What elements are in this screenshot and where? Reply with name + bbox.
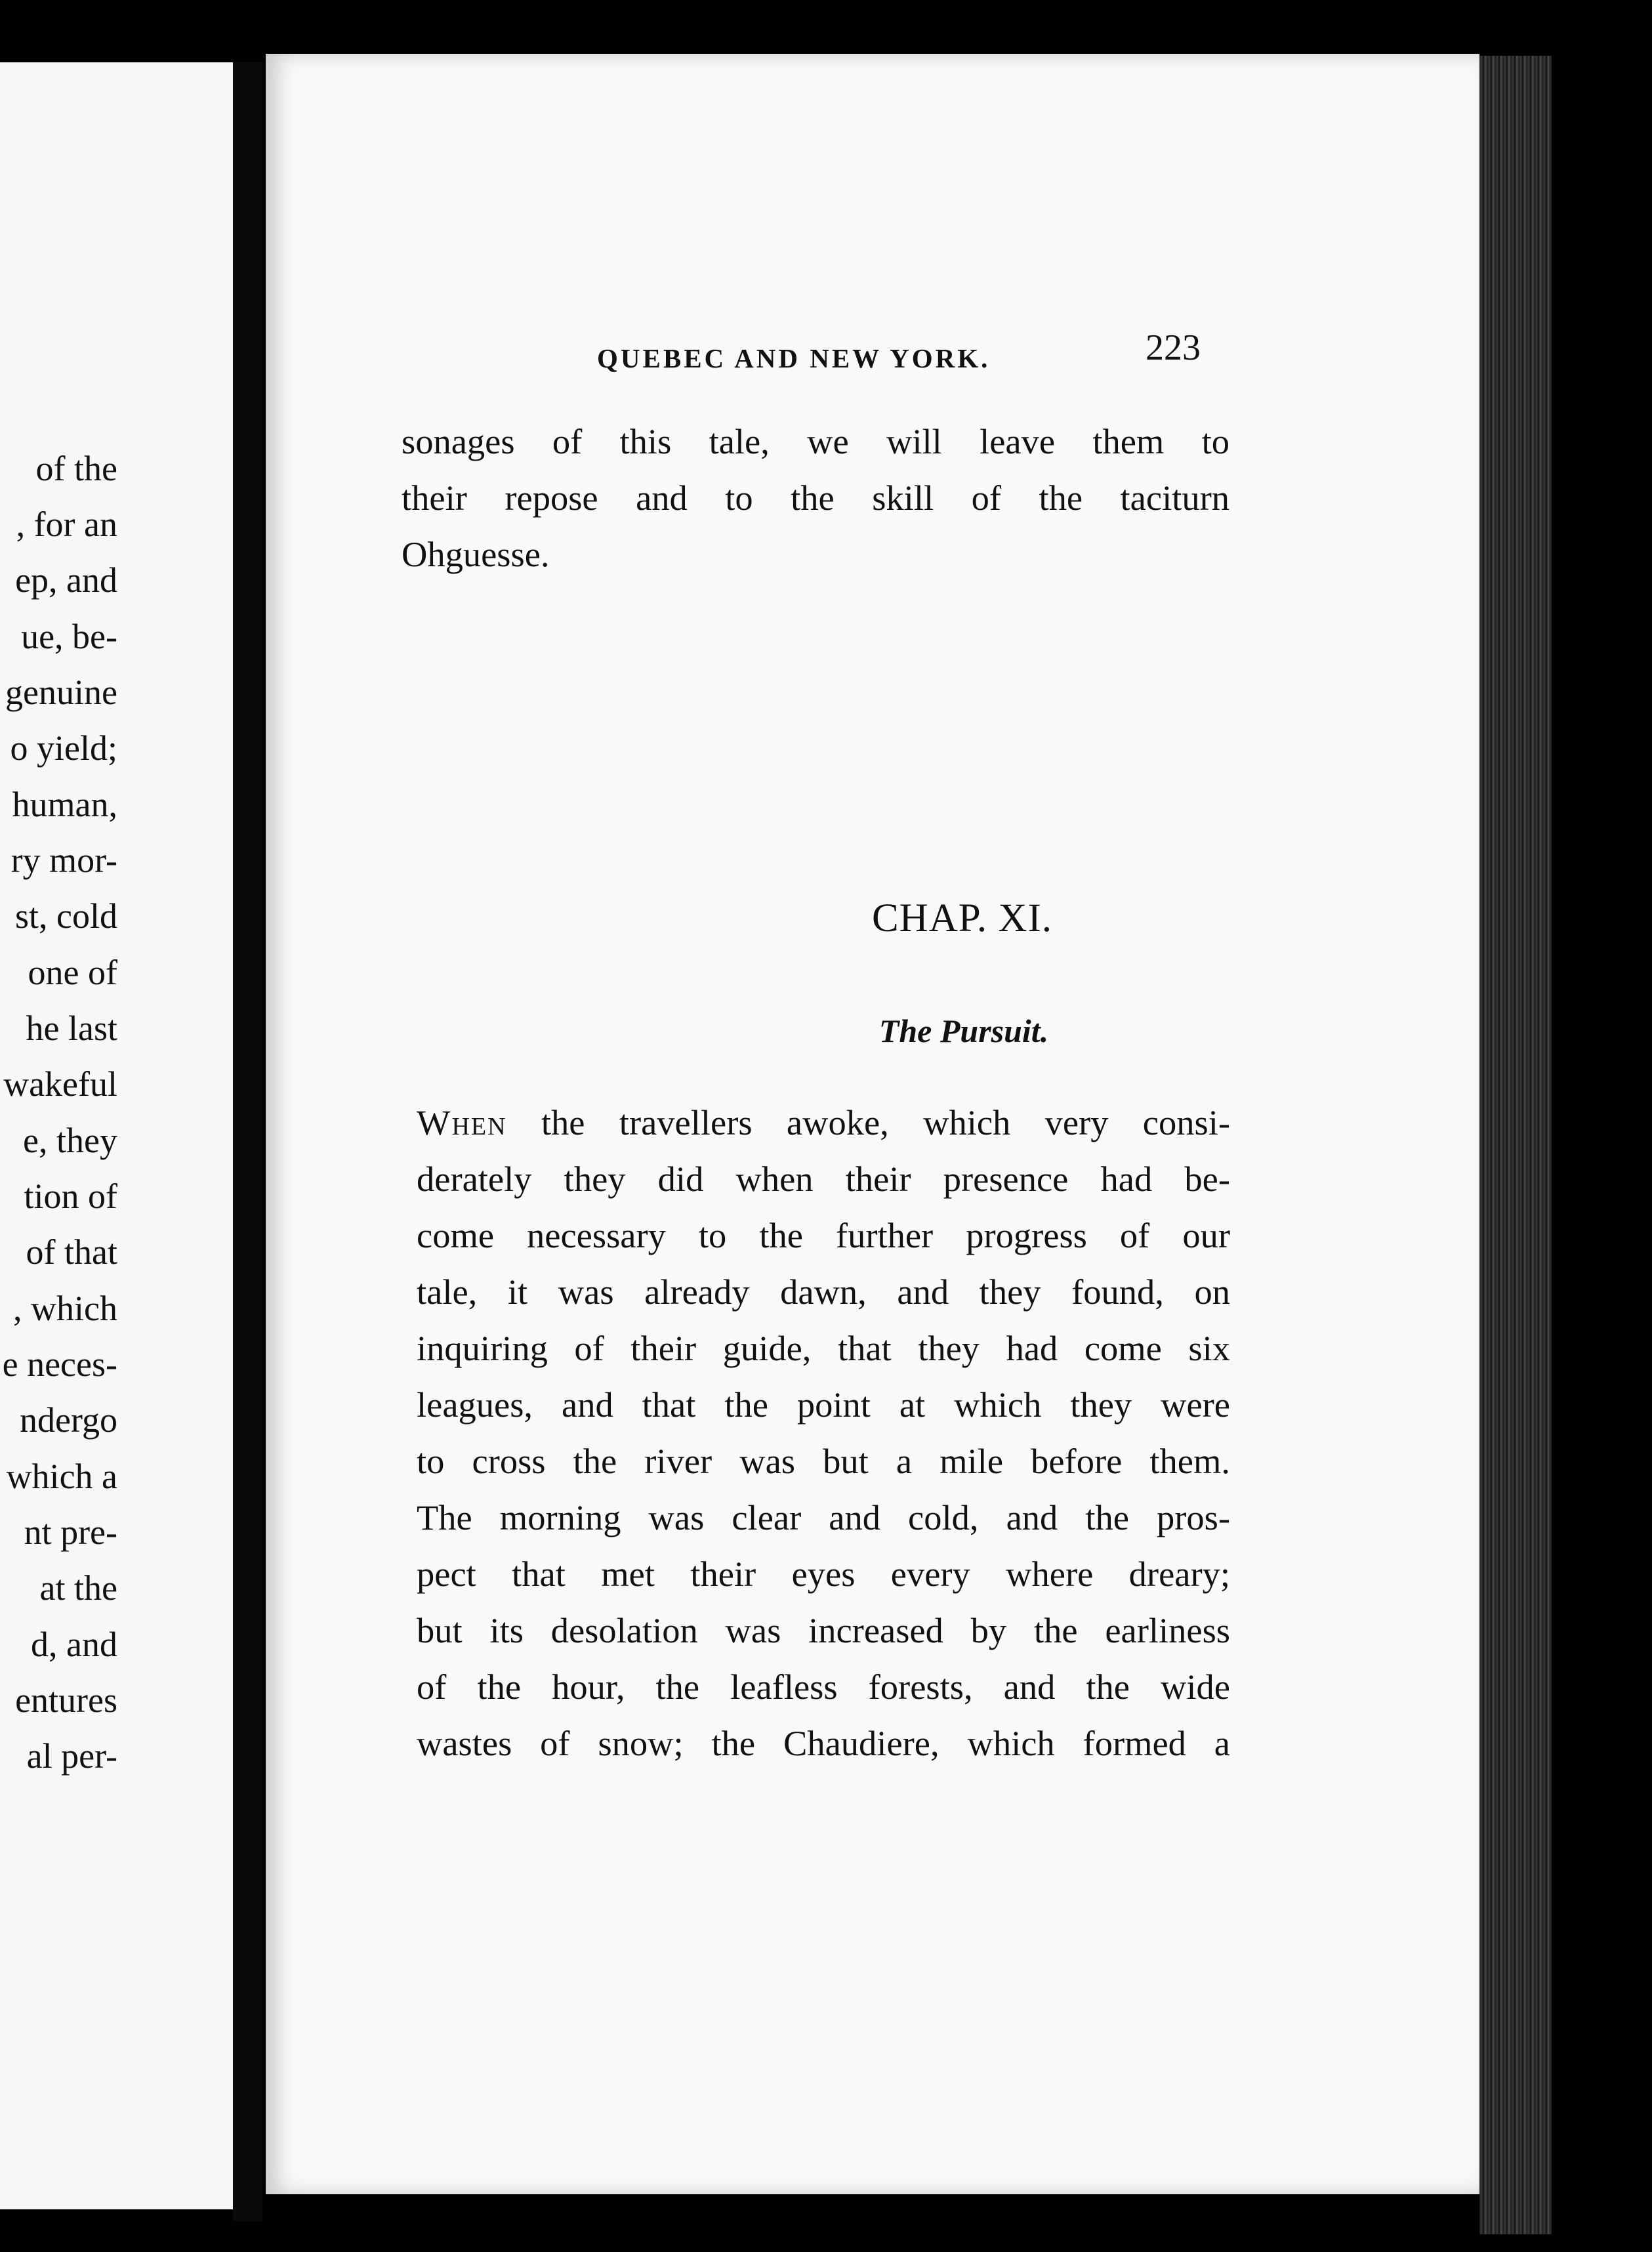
previous-page-line: al per-: [26, 1736, 117, 1776]
text-line: The morning was clear and cold, and the pros-: [417, 1497, 1230, 1537]
chapter-title: CHAP. XI.: [871, 896, 1053, 940]
previous-page-text: [0, 62, 117, 2209]
previous-page: [0, 62, 233, 2209]
chapter-paragraph: [417, 1095, 1230, 1772]
previous-page-line: of that: [26, 1232, 117, 1272]
text-line: pect that met their eyes every where dreary;: [417, 1554, 1230, 1594]
text-line: wastes of snow; the Chaudiere, which formed a: [417, 1723, 1230, 1763]
previous-page-line: tion of: [24, 1177, 117, 1216]
first-line-text: the travellers awoke, which very consi-: [541, 1102, 1230, 1142]
previous-page-line: , which: [13, 1289, 117, 1328]
text-line: come necessary to the further progress of our: [417, 1215, 1230, 1255]
previous-page-line: ndergo: [20, 1400, 117, 1440]
scan-background: [1552, 52, 1652, 2252]
first-word: When: [417, 1102, 507, 1142]
opening-paragraph: [402, 413, 1229, 583]
previous-page-line: entures: [15, 1680, 117, 1720]
previous-page-line: wakeful: [3, 1064, 117, 1104]
text-line: derately they did when their presence had be-: [417, 1159, 1230, 1199]
text-line: to cross the river was but a mile before them.: [417, 1441, 1230, 1481]
previous-page-line: he last: [26, 1009, 117, 1048]
text-line: [417, 1095, 1230, 1151]
text-line: but its desolation was increased by the earliness: [417, 1610, 1230, 1650]
previous-page-line: which a: [6, 1457, 117, 1496]
previous-page-line: e neces-: [2, 1345, 117, 1384]
previous-page-line: one of: [28, 953, 117, 992]
previous-page-line: nt pre-: [24, 1512, 117, 1552]
text-line: sonages of this tale, we will leave them to: [402, 421, 1229, 461]
previous-page-line: e, they: [23, 1121, 117, 1160]
previous-page-line: human,: [12, 785, 117, 824]
previous-page-line: of the: [35, 449, 117, 488]
text-line: tale, it was already dawn, and they found, on: [417, 1272, 1230, 1312]
previous-page-line: o yield;: [10, 728, 117, 768]
text-line: of the hour, the leafless forests, and the wide: [417, 1667, 1230, 1707]
text-line: Ohguesse.: [402, 534, 550, 574]
book-gutter: [233, 62, 262, 2221]
previous-page-line: at the: [39, 1568, 117, 1608]
text-line: their repose and to the skill of the taciturn: [402, 478, 1229, 518]
previous-page-line: , for an: [16, 505, 117, 544]
running-head: QUEBEC AND NEW YORK.: [597, 343, 991, 373]
chapter-subtitle: The Pursuit.: [878, 1012, 1049, 1049]
text-line: leagues, and that the point at which they were: [417, 1385, 1230, 1425]
previous-page-line: st, cold: [15, 896, 117, 936]
page-edges: [1479, 56, 1552, 2234]
previous-page-line: ry mor-: [10, 841, 117, 880]
text-line: inquiring of their guide, that they had come six: [417, 1328, 1230, 1368]
previous-page-line: ep, and: [15, 560, 117, 600]
page-number: 223: [1146, 327, 1201, 368]
previous-page-line: genuine: [5, 673, 117, 712]
previous-page-line: d, and: [31, 1625, 117, 1664]
previous-page-line: ue, be-: [21, 617, 117, 656]
